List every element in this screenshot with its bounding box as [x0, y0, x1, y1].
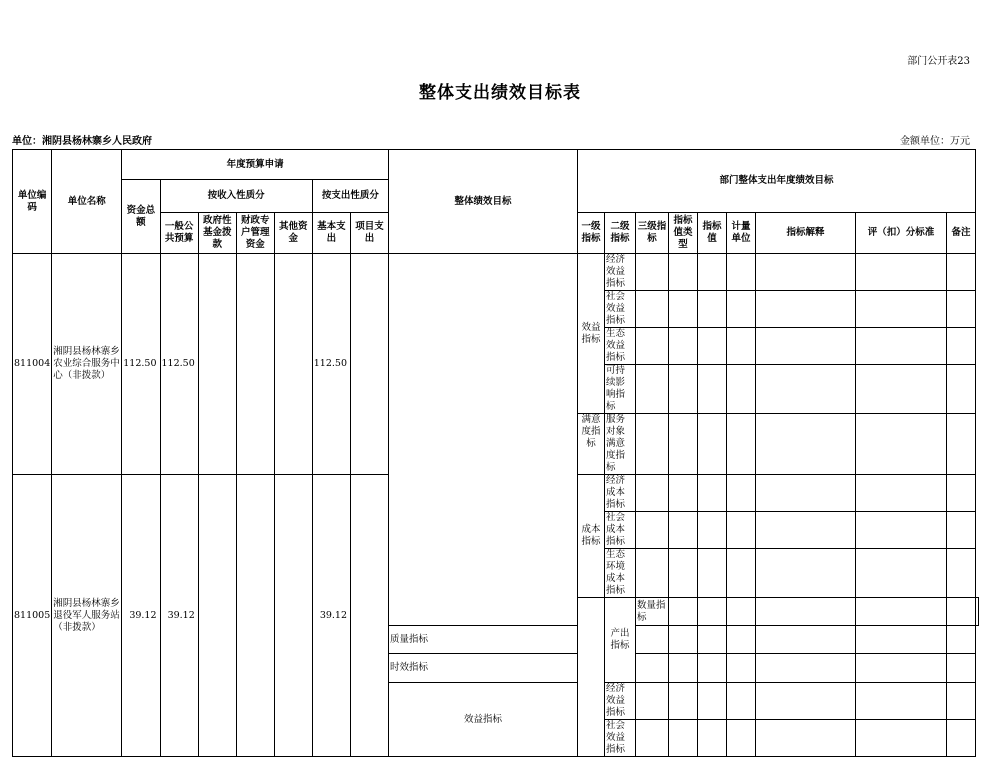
- unit-code: 811005: [13, 475, 52, 757]
- col-level1: 一级指标: [578, 213, 605, 254]
- total-funds: 39.12: [122, 475, 160, 757]
- level2-indicator: 服务对象满意度指标: [605, 414, 636, 475]
- col-dept-goal: 部门整体支出年度绩效目标: [578, 150, 976, 213]
- col-total-funds: 资金总额: [122, 180, 160, 254]
- basic-expense: 39.12: [312, 475, 350, 757]
- col-level2: 二级指标: [605, 213, 636, 254]
- col-explain: 指标解释: [756, 213, 856, 254]
- col-project-expense: 项目支出: [351, 213, 389, 254]
- col-other-funds: 其他资金: [274, 213, 312, 254]
- col-by-income: 按收入性质分: [160, 180, 312, 213]
- page-title: 整体支出绩效目标表: [419, 83, 581, 103]
- col-fiscal-special: 财政专户管理资金: [236, 213, 274, 254]
- col-gov-fund: 政府性基金拨款: [198, 213, 236, 254]
- col-by-expense: 按支出性质分: [312, 180, 388, 213]
- unit-name: 湘阴县杨林寨乡农业综合服务中心（非拨款）: [52, 254, 122, 475]
- level2-indicator: 数量指标: [636, 598, 669, 626]
- level2-indicator: 经济效益指标: [605, 683, 636, 720]
- table-row: [13, 254, 979, 291]
- level1-indicator: 效益指标: [578, 254, 605, 414]
- unit-code: 811004: [13, 254, 52, 475]
- unit-name: 湘阴县杨林寨乡退役军人服务站（非拨款）: [52, 475, 122, 757]
- general-budget: 112.50: [160, 254, 198, 475]
- level2-indicator: 时效指标: [389, 654, 578, 683]
- amount-unit: 金额单位：万元: [900, 136, 970, 147]
- level2-indicator: 社会效益指标: [605, 720, 636, 757]
- level1-indicator: 产出指标: [605, 598, 636, 683]
- col-unit-code: 单位编码: [13, 150, 52, 254]
- level1-indicator: 效益指标: [389, 683, 578, 757]
- other-funds-cell: [274, 254, 312, 475]
- level1-indicator: 成本指标: [578, 475, 605, 598]
- level2-indicator: 社会效益指标: [605, 291, 636, 328]
- col-value-type: 指标值类型: [669, 213, 698, 254]
- col-level3: 三级指标: [636, 213, 669, 254]
- fiscal-special-cell: [236, 254, 274, 475]
- col-annual-budget: 年度预算申请: [122, 150, 389, 180]
- level2-indicator: 可持续影响指标: [605, 365, 636, 414]
- col-general-budget: 一般公共预算: [160, 213, 198, 254]
- total-funds: 112.50: [122, 254, 160, 475]
- level2-indicator: 质量指标: [389, 626, 578, 654]
- col-basic-expense: 基本支出: [312, 213, 350, 254]
- fiscal-special-cell: [236, 475, 274, 757]
- form-code: 部门公开表23: [907, 56, 970, 67]
- basic-expense: 112.50: [312, 254, 350, 475]
- level2-indicator: 社会成本指标: [605, 512, 636, 549]
- performance-table: [12, 149, 979, 757]
- level2-indicator: 生态环境成本指标: [605, 549, 636, 598]
- project-expense-cell: [351, 475, 389, 757]
- col-overall-goal: 整体绩效目标: [389, 150, 578, 254]
- reporting-unit: 单位：湘阴县杨林寨乡人民政府: [12, 136, 152, 147]
- other-funds-cell: [274, 475, 312, 757]
- level2-indicator: 经济成本指标: [605, 475, 636, 512]
- project-expense-cell: [351, 254, 389, 475]
- gov-fund-cell: [198, 254, 236, 475]
- col-scoring: 评（扣）分标准: [856, 213, 947, 254]
- level2-indicator: 经济效益指标: [605, 254, 636, 291]
- gov-fund-cell: [198, 475, 236, 757]
- level2-indicator: 生态效益指标: [605, 328, 636, 365]
- overall-goal-cell: [389, 254, 578, 626]
- col-remarks: 备注: [947, 213, 976, 254]
- col-measure-unit: 计量单位: [727, 213, 756, 254]
- col-value: 指标值: [698, 213, 727, 254]
- col-unit-name: 单位名称: [52, 150, 122, 254]
- overall-goal-cell: [578, 598, 605, 757]
- general-budget: 39.12: [160, 475, 198, 757]
- level1-indicator: 满意度指标: [578, 414, 605, 475]
